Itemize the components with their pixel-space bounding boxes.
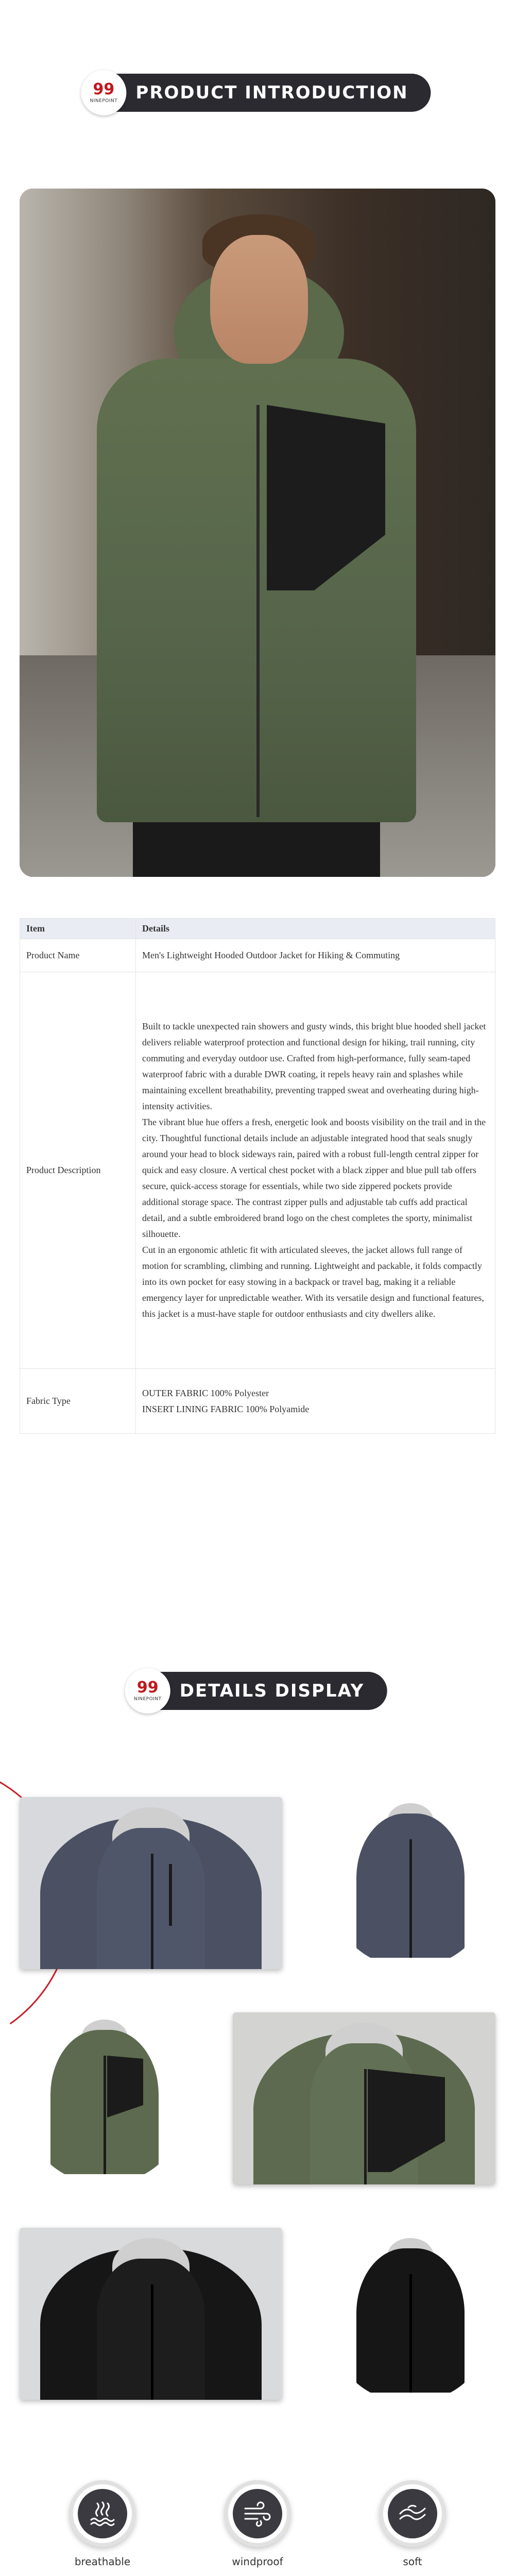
description-paragraph: The vibrant blue hue offers a fresh, energetic look and boosts visibility on the trail and in the city. Thoughtful functional details include an adjustable integrated hood that seals snugly around your head to block sideways rain, paired with a robust full-length central zipper for quick and easy closure. A vertical chest pocket with a black zipper and blue pull tab offers secure, quick-access storage for essentials, while two side zippered pockets provide additional storage space. The contrast zipper pulls and adjustable tab cuffs add practical detail, and a subtle embroidered brand logo on the chest completes the sporty, minimalist silhouette. bbox=[142, 1117, 486, 1239]
row-label: Product Description bbox=[20, 972, 136, 1369]
section-title-details-display bbox=[128, 1672, 387, 1710]
detail-photo-olive-full bbox=[20, 2009, 190, 2184]
table-header-details: Details bbox=[136, 919, 495, 939]
table-header-row bbox=[20, 919, 495, 939]
table-row bbox=[20, 1369, 495, 1434]
feature-label: soft bbox=[403, 2555, 422, 2568]
breathable-icon bbox=[78, 2489, 127, 2538]
fabric-line: INSERT LINING FABRIC 100% Polyamide bbox=[142, 1403, 310, 1414]
fabric-line: OUTER FABRIC 100% Polyester bbox=[142, 1387, 269, 1398]
feature-breathable bbox=[51, 2480, 154, 2568]
description-paragraph: Built to tackle unexpected rain showers and gusty winds, this bright blue hooded shell jacket delivers reliable waterproof protection and functional design for hiking, trail running, city commuting and everyday outdoor use. Crafted from high-performance, fully seam-taped waterproof fabric with a durable DWR coating, it repels heavy rain and splashes while maintaining excellent breathability, preventing trapped sweat and overheating during high-intensity activities. bbox=[142, 1021, 486, 1111]
feature-label: windproof bbox=[232, 2555, 283, 2568]
product-name-value: Men's Lightweight Hooded Outdoor Jacket for Hiking & Commuting bbox=[136, 939, 495, 972]
brand-logo: 99 NINEPOINT bbox=[81, 70, 126, 115]
hero-product-photo bbox=[20, 189, 495, 877]
description-paragraph: Cut in an ergonomic athletic fit with articulated sleeves, the jacket allows full range of motion for scrambling, climbing and running. Lightweight and packable, it folds compactly into its own pocket for easy stowing in a backpack or travel bag, making it a reliable emergency layer for unpredictable weather. With its versatile design and functional features, this jacket is a must-have staple for outdoor enthusiasts and city dwellers alike. bbox=[142, 1245, 484, 1319]
brand-logo: 99 NINEPOINT bbox=[125, 1668, 170, 1714]
table-header-item: Item bbox=[20, 919, 136, 939]
detail-photo-navy-full bbox=[325, 1793, 495, 1968]
row-label: Product Name bbox=[20, 939, 136, 972]
section-title-text: DETAILS DISPLAY bbox=[179, 1681, 365, 1701]
fabric-type-value bbox=[136, 1369, 495, 1434]
detail-photo-navy-closeup bbox=[20, 1797, 282, 1969]
table-row bbox=[20, 939, 495, 972]
windproof-icon bbox=[233, 2489, 282, 2538]
row-label: Fabric Type bbox=[20, 1369, 136, 1434]
product-spec-table bbox=[20, 918, 495, 1434]
detail-photo-black-closeup bbox=[20, 2228, 282, 2400]
product-description-value bbox=[136, 972, 495, 1369]
feature-label: breathable bbox=[74, 2555, 131, 2568]
table-row bbox=[20, 972, 495, 1369]
feature-windproof bbox=[206, 2480, 309, 2568]
section-title-product-introduction bbox=[84, 74, 431, 112]
detail-photo-black-full bbox=[325, 2228, 495, 2403]
detail-photo-olive-closeup bbox=[233, 2012, 495, 2184]
section-title-text: PRODUCT INTRODUCTION bbox=[135, 82, 408, 103]
feature-soft bbox=[361, 2480, 464, 2568]
soft-icon bbox=[388, 2489, 437, 2538]
